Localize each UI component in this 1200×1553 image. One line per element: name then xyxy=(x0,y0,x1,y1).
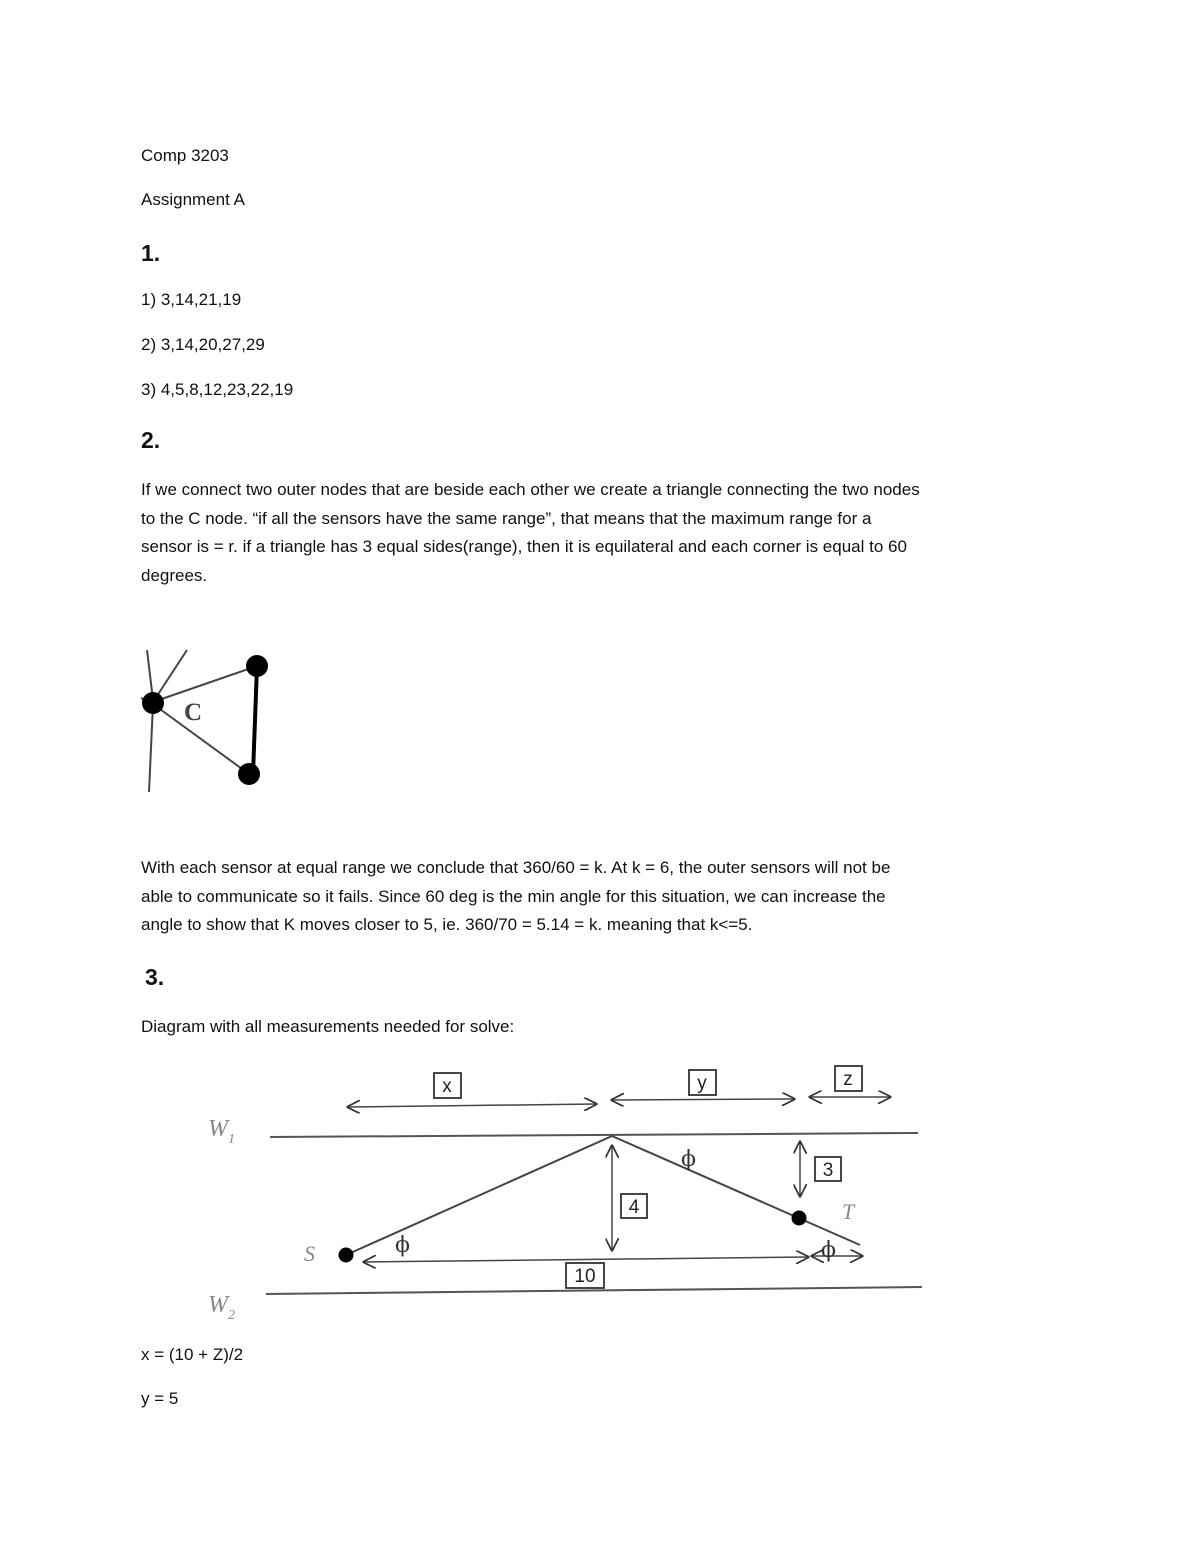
question-2-heading: 2. xyxy=(141,427,161,453)
target-point xyxy=(792,1211,807,1226)
q1-answer-3: 3) 4,5,8,12,23,22,19 xyxy=(141,380,294,399)
equation-x: x = (10 + Z)/2 xyxy=(141,1345,244,1364)
angle-phi-t: ϕ xyxy=(821,1238,836,1263)
base-length-arrow xyxy=(364,1257,808,1262)
equation-y: y = 5 xyxy=(141,1389,179,1408)
w2-letter: W xyxy=(208,1292,228,1318)
w1-subscript: 1 xyxy=(228,1132,235,1147)
source-point xyxy=(339,1248,354,1263)
question-3-heading: 3. xyxy=(145,964,165,990)
reflected-ray xyxy=(612,1136,860,1245)
x-label: x xyxy=(442,1076,452,1097)
q2-p2-line: With each sensor at equal range we conclude that 360/60 = k. At k = 6, the outer sensors will not be xyxy=(141,858,891,877)
wall-w1-line xyxy=(270,1133,918,1137)
incident-ray xyxy=(346,1136,612,1255)
y-dimension-arrow xyxy=(612,1099,794,1100)
y-label: y xyxy=(697,1073,707,1094)
w2-subscript: 2 xyxy=(228,1308,235,1323)
q2-p2-line: angle to show that K moves closer to 5, ie. 360/70 = 5.14 = k. meaning that k<=5. xyxy=(141,915,753,934)
target-label: T xyxy=(842,1199,855,1224)
course-title: Comp 3203 xyxy=(141,146,229,165)
base-length-label: 10 xyxy=(574,1266,596,1287)
q2-p2-line: able to communicate so it fails. Since 60 deg is the min angle for this situation, we can increase the xyxy=(141,886,886,906)
center-node-label: C xyxy=(184,699,203,726)
angle-phi-top: ϕ xyxy=(681,1147,696,1172)
question-1-heading: 1. xyxy=(141,240,161,266)
wall-w1-label xyxy=(208,1116,235,1147)
height-top-label: 3 xyxy=(822,1160,834,1181)
z-label: z xyxy=(843,1069,853,1090)
height-mid-label: 4 xyxy=(628,1197,640,1218)
q2-p1-line: If we connect two outer nodes that are beside each other we create a triangle connecting the two nodes xyxy=(141,480,920,499)
q2-p1-line: to the C node. “if all the sensors have the same range”, that means that the maximum range for a xyxy=(141,508,872,528)
w1-letter: W xyxy=(208,1116,228,1142)
q2-p1-line: sensor is = r. if a triangle has 3 equal sides(range), then it is equilateral and each corner is equal to 60 xyxy=(141,537,907,556)
q1-answer-1: 1) 3,14,21,19 xyxy=(141,290,242,309)
assignment-title: Assignment A xyxy=(141,190,245,209)
wall-w2-label xyxy=(208,1292,235,1323)
angle-phi-s: ϕ xyxy=(395,1233,410,1258)
q3-intro: Diagram with all measurements needed for solve: xyxy=(141,1017,515,1036)
x-dimension-arrow xyxy=(348,1104,596,1107)
source-label: S xyxy=(304,1241,315,1266)
q1-answer-2: 2) 3,14,20,27,29 xyxy=(141,335,265,354)
q2-p1-line: degrees. xyxy=(141,565,208,585)
